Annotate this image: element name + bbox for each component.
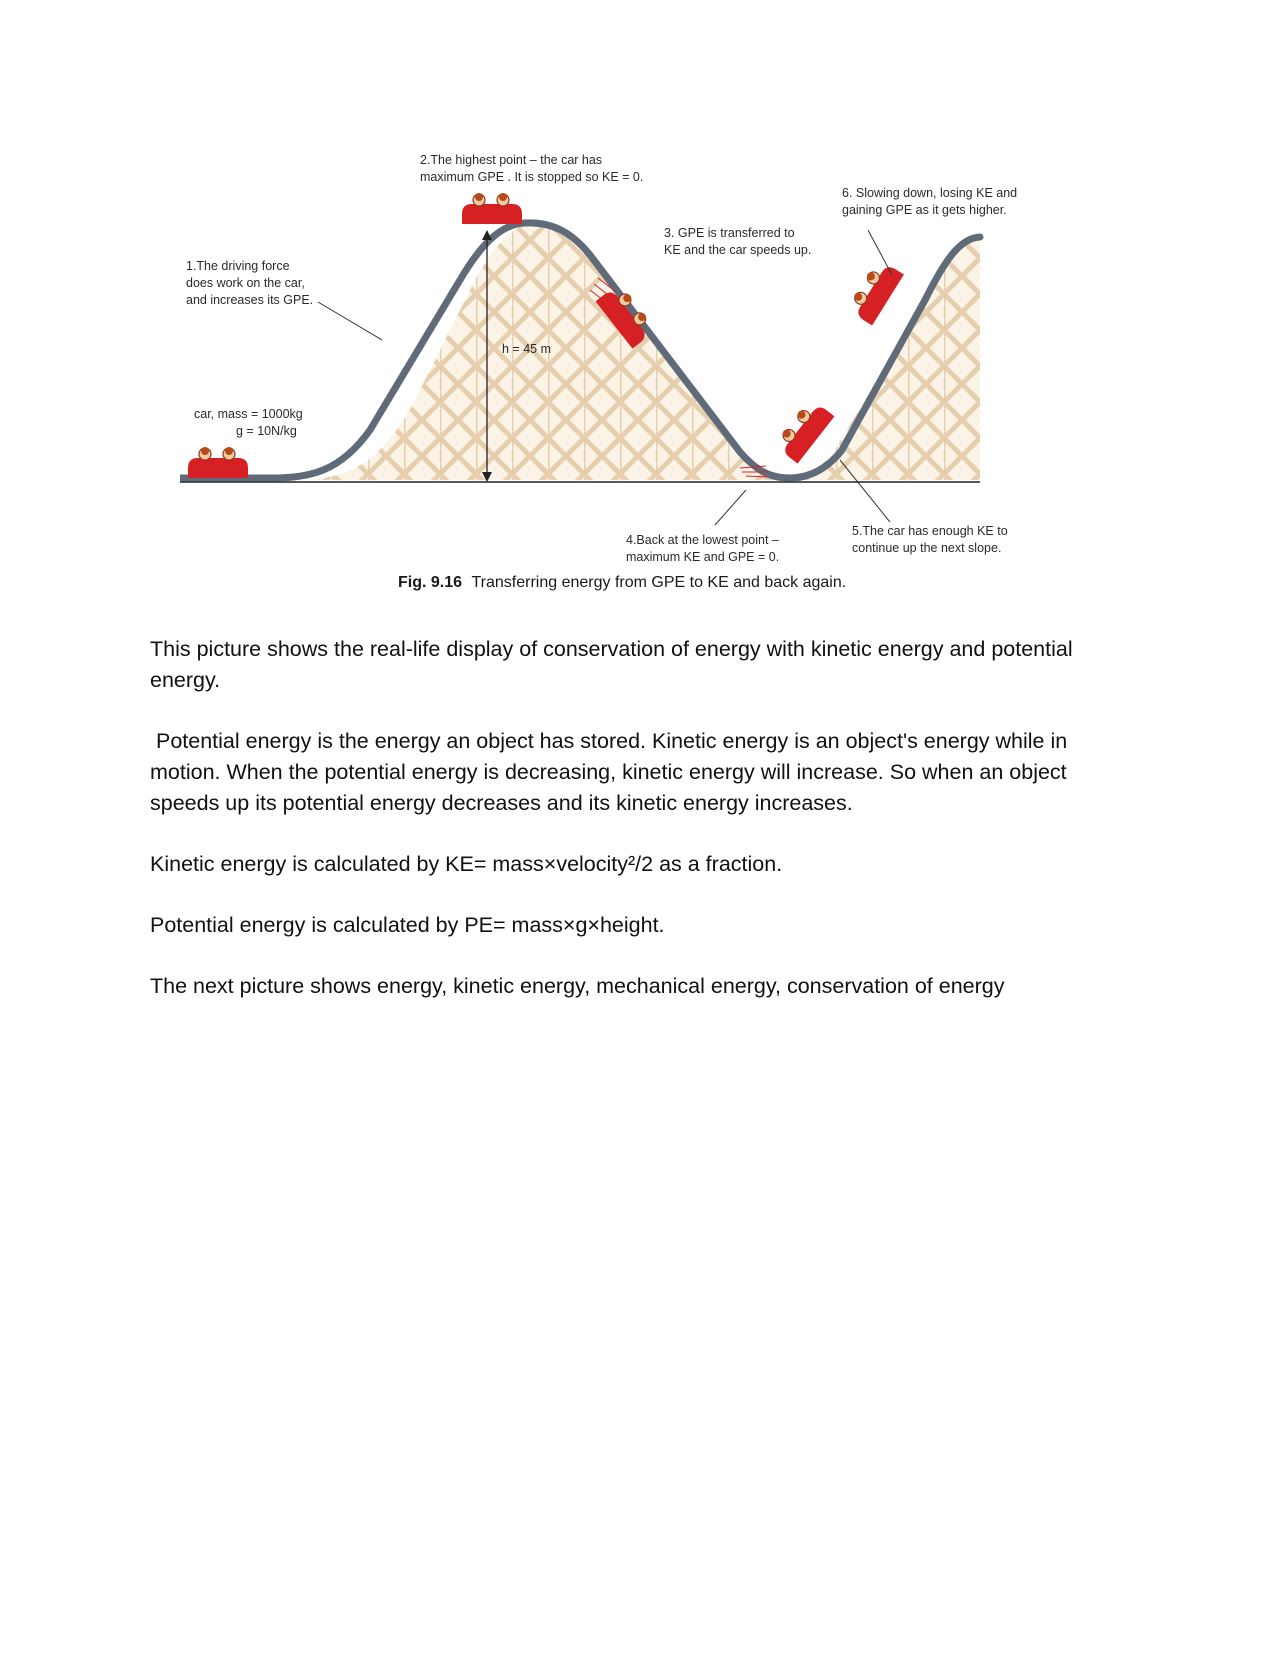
gravity-label: g = 10N/kg bbox=[236, 424, 297, 438]
label-1-line-3: and increases its GPE. bbox=[186, 293, 314, 307]
mass-label: car, mass = 1000kg bbox=[194, 407, 303, 421]
height-label: h = 45 m bbox=[502, 342, 551, 356]
leader-line-1 bbox=[318, 302, 382, 340]
label-2-line-1: 2.The highest point – the car has bbox=[420, 153, 603, 167]
figure-caption-prefix: Fig. 9.16 bbox=[398, 574, 463, 591]
label-3-line-2: KE and the car speeds up. bbox=[664, 243, 812, 257]
label-6-line-2: gaining GPE as it gets higher. bbox=[842, 203, 1007, 217]
paragraph-definitions: Potential energy is the energy an object has stored. Kinetic energy is an object's energy while in motion. When the potential energy is decreasing, kinetic energy will increase. So when an object speeds up its potential energy decreases and its kinetic energy increases. bbox=[150, 729, 1074, 815]
car-top bbox=[462, 193, 522, 224]
label-1-line-1: 1.The driving force bbox=[186, 259, 290, 273]
paragraph-potential-formula: Potential energy is calculated by PE= mass×g×height. bbox=[150, 913, 665, 937]
car-upper-climb bbox=[846, 258, 904, 325]
track-support-lattice bbox=[300, 222, 980, 480]
document-body bbox=[150, 634, 1130, 1032]
paragraph-kinetic-formula: Kinetic energy is calculated by KE= mass×velocity²/2 as a fraction. bbox=[150, 852, 783, 876]
figure-caption bbox=[398, 574, 846, 591]
label-5-line-1: 5.The car has enough KE to bbox=[852, 524, 1008, 538]
paragraph-next-picture: The next picture shows energy, kinetic energy, mechanical energy, conservation of energy bbox=[150, 974, 1005, 998]
roller-coaster-figure bbox=[180, 150, 1040, 630]
label-3-line-1: 3. GPE is transferred to bbox=[664, 226, 795, 240]
label-4-line-1: 4.Back at the lowest point – bbox=[626, 533, 779, 547]
leader-line-6 bbox=[868, 230, 892, 275]
car-bottom-climb bbox=[773, 397, 834, 463]
figure-caption-text: Transferring energy from GPE to KE and back again. bbox=[471, 574, 847, 591]
label-4-line-2: maximum KE and GPE = 0. bbox=[626, 550, 780, 564]
car-start bbox=[188, 447, 248, 478]
label-2-line-2: maximum GPE . It is stopped so KE = 0. bbox=[420, 170, 644, 184]
label-6-line-1: 6. Slowing down, losing KE and bbox=[842, 186, 1018, 200]
label-5-line-2: continue up the next slope. bbox=[852, 541, 1002, 555]
leader-line-4 bbox=[715, 490, 746, 525]
paragraph-intro: This picture shows the real-life display of conservation of energy with kinetic energy and potential energy. bbox=[150, 637, 1073, 692]
roller-coaster-diagram bbox=[180, 150, 1040, 630]
label-1-line-2: does work on the car, bbox=[186, 276, 305, 290]
